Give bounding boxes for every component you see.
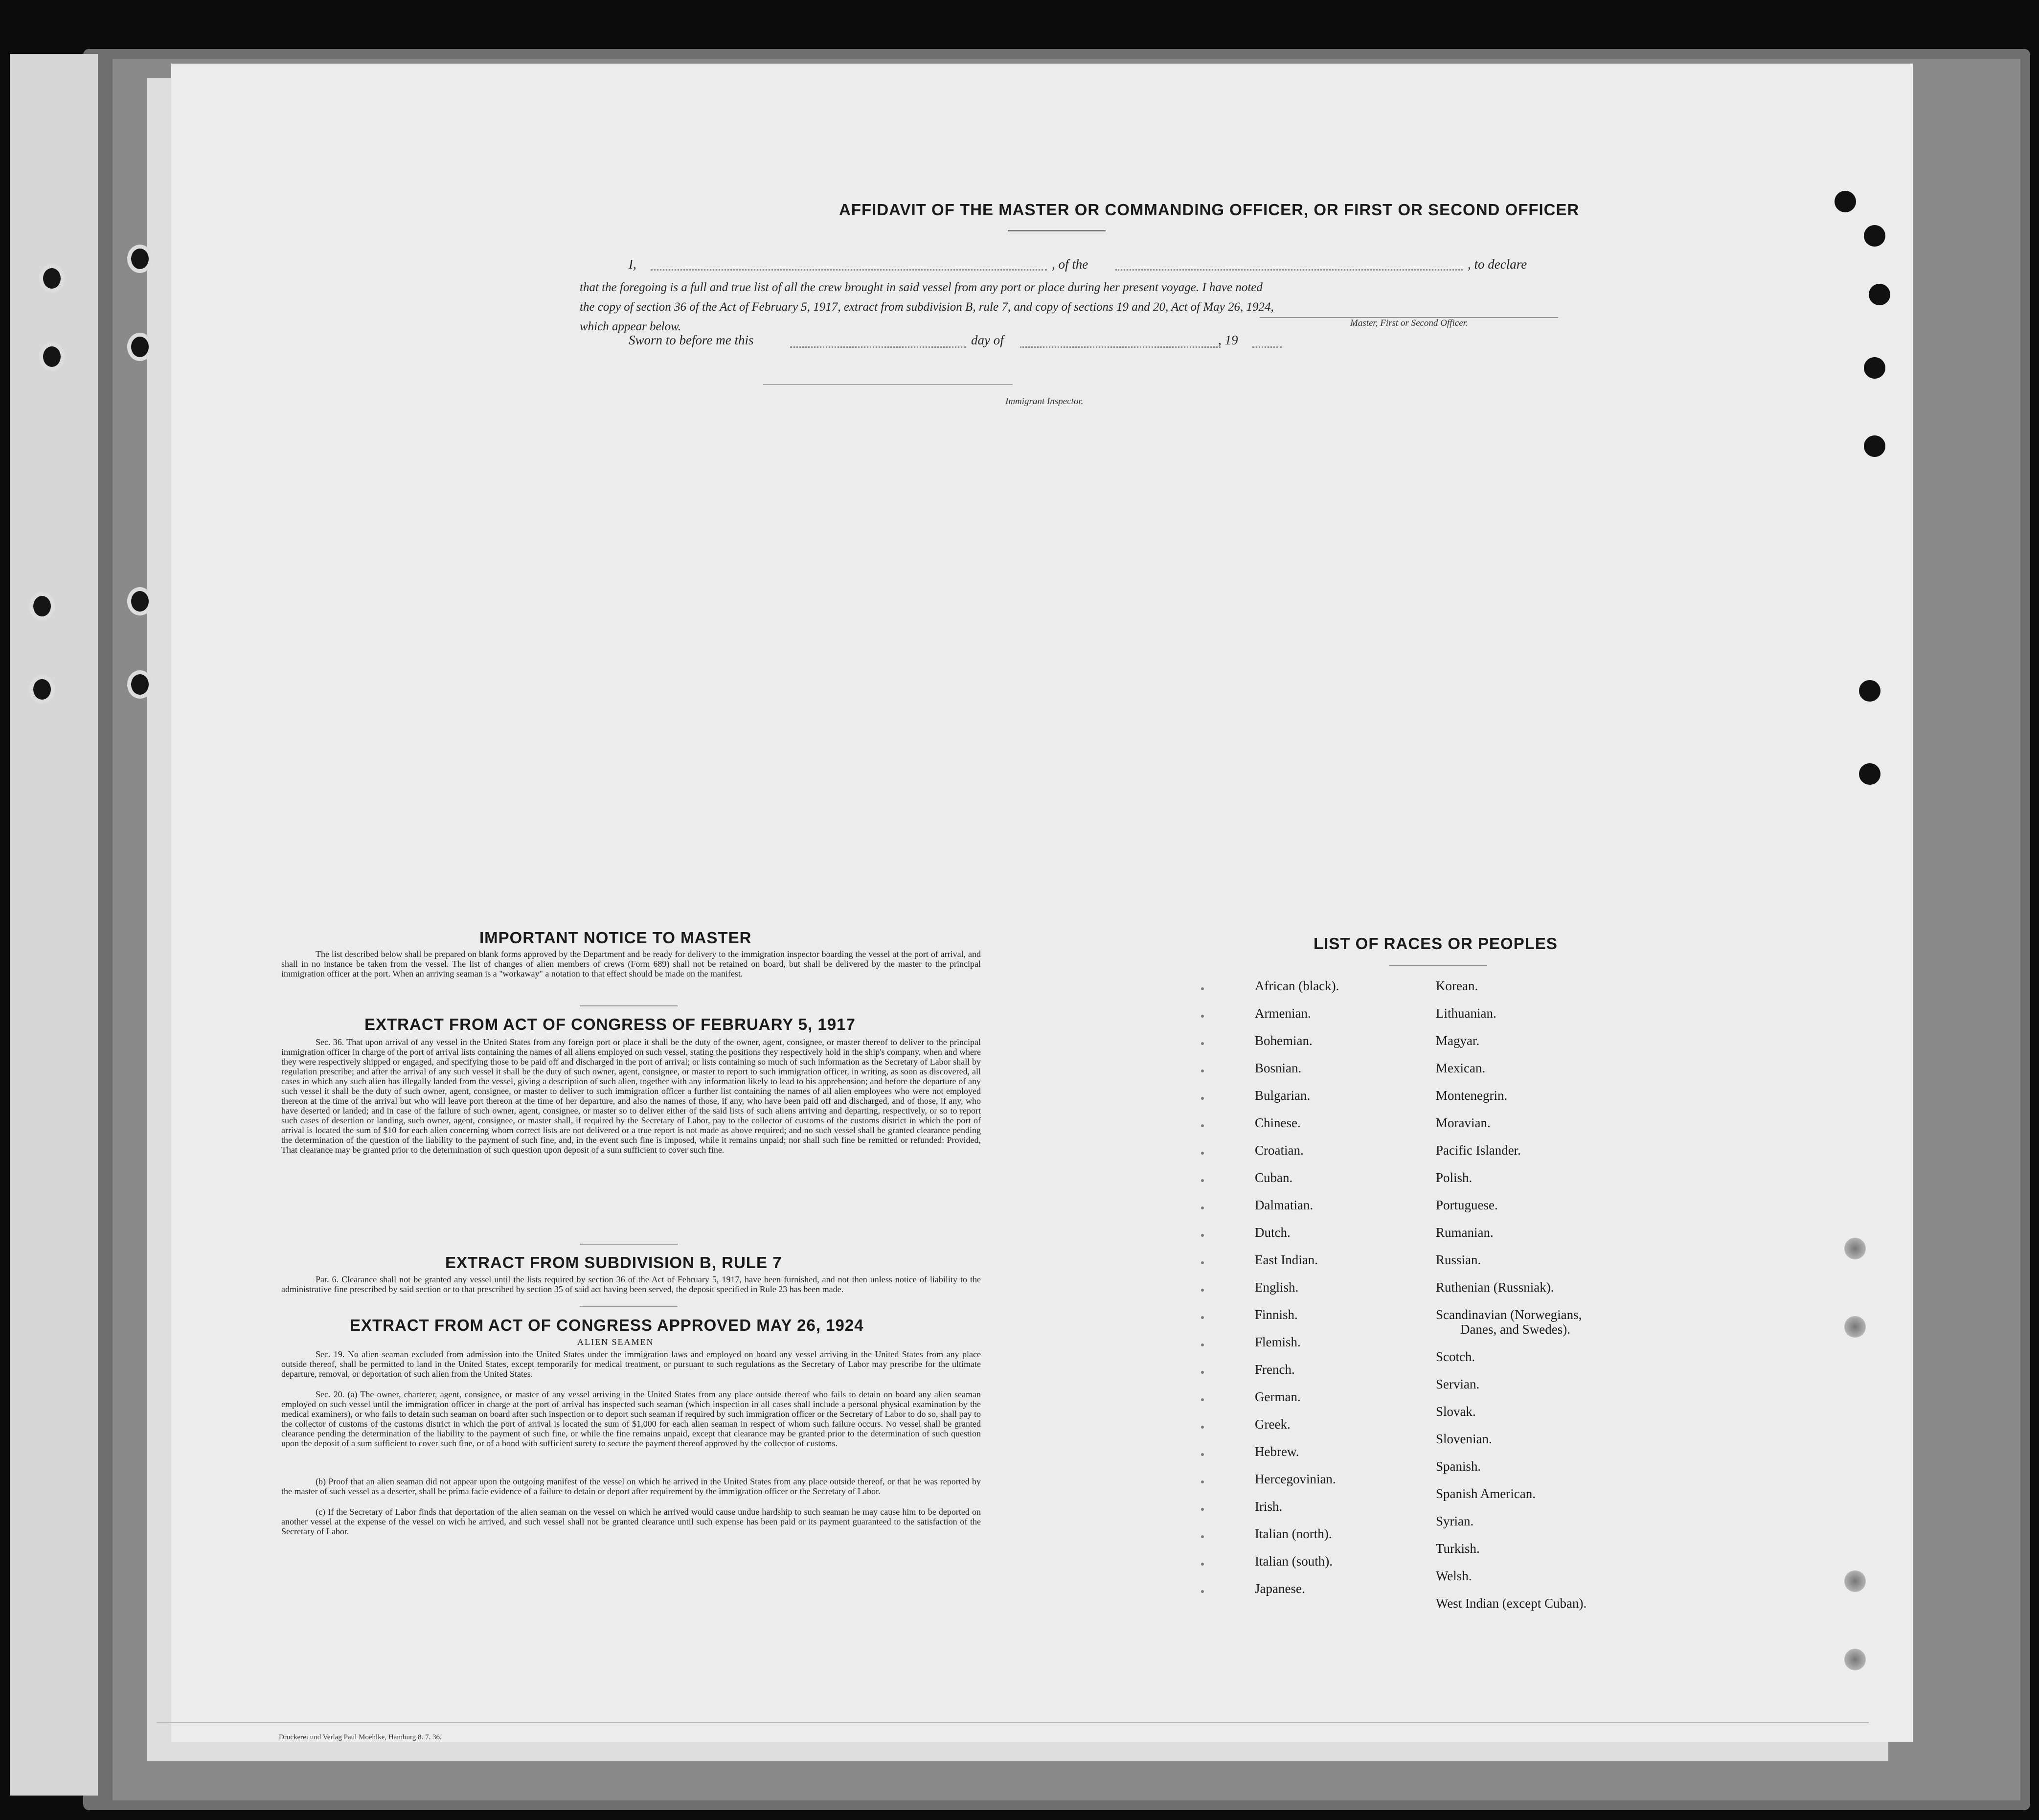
race-item: Scandinavian (Norwegians, <box>1436 1307 1582 1322</box>
punch-hole-icon <box>1869 284 1890 305</box>
day-of-label: day of <box>971 333 1004 347</box>
race-item: Bulgarian. <box>1255 1088 1311 1103</box>
race-item: Armenian. <box>1255 1006 1311 1021</box>
faint-stamp <box>1482 1629 1487 1645</box>
margin-mark <box>1201 1535 1204 1538</box>
race-item: Finnish. <box>1255 1307 1298 1322</box>
signature-caption: Master, First or Second Officer. <box>1350 318 1468 328</box>
race-item: Pacific Islander. <box>1436 1143 1521 1158</box>
punch-hole-icon <box>1859 680 1880 702</box>
subdivision-b-title: EXTRACT FROM SUBDIVISION B, RULE 7 <box>445 1253 782 1272</box>
punch-hole-icon <box>1864 357 1885 379</box>
race-item: African (black). <box>1255 978 1339 993</box>
margin-mark <box>1201 1563 1204 1566</box>
margin-mark <box>1201 1316 1204 1319</box>
margin-mark <box>1201 1371 1204 1374</box>
affidavit-title: AFFIDAVIT OF THE MASTER OR COMMANDING OFFICER, OR FIRST OR SECOND OFFICER <box>839 201 1580 219</box>
extract-1924-title: EXTRACT FROM ACT OF CONGRESS APPROVED MAY 26, 1924 <box>350 1316 864 1334</box>
section-rule <box>580 1306 678 1307</box>
affidavit-line-2: that the foregoing is a full and true list of all the crew brought in said vessel from any port or place during her present voyage. I have noted <box>580 281 1263 294</box>
notice-title: IMPORTANT NOTICE TO MASTER <box>479 929 752 947</box>
margin-mark <box>1201 1453 1204 1456</box>
binder-hole-icon <box>127 333 153 361</box>
punch-hole-icon <box>1844 1570 1866 1592</box>
affidavit-i-label: I, <box>629 257 636 272</box>
race-item: French. <box>1255 1362 1295 1377</box>
binder-hole-icon <box>127 670 153 699</box>
race-item: Scotch. <box>1436 1349 1475 1364</box>
affidavit-line-3: the copy of section 36 of the Act of February 5, 1917, extract from subdivision B, rule 7, and copy of sections 19 and 20, Act of May 26, 1924, <box>580 300 1274 314</box>
margin-mark <box>1201 1124 1204 1127</box>
margin-mark <box>1201 1508 1204 1511</box>
inspector-caption: Immigrant Inspector. <box>1005 396 1084 407</box>
race-item: Korean. <box>1436 978 1478 993</box>
extract-1917-body: Sec. 36. That upon arrival of any vessel in the United States from any foreign port or place it shall be the duty of the owner, agent, consignee, or master thereof to deliver to the principal immigration officer in charge of the port of arrival lists containing the names of all aliens employed on such vessel, stating the positions they respectively hold in the ship's company, when and where they were respectively shipped or engaged, and specifying those to be paid off and discharged in the port of arrival; or lists containing so much of such information as the Secretary of Labor shall by regulation prescribe; and after the arrival of any such vessel it shall be the duty of such owner, agent, consignee, or master to report to such immigration officer, in writing, as soon as discovered, all cases in which any such alien has illegally landed from the vessel, giving a description of such alien, together with any information likely to lead to his apprehension; and before the departure of any such vessel it shall be the duty of such owner, agent, consignee, or master to deliver to such immigration officer a further list containing the names of all alien employees who were not employed thereon at the time of the arrival but who will leave port thereon at the time of her departure, and also the names of those, if any, who have been paid off and discharged, and of those, if any, who have deserted or landed; and in case of the failure of such owner, agent, consignee, or master so to deliver either of the said lists of such aliens arriving and departing, respectively, or so to report such cases of desertion or landing, such owner, agent, consignee, or master shall, if required by the Secretary of Labor, pay to the collector of customs of the customs district in which the port of arrival is located the sum of $10 for each alien concerning whom correct lists are not delivered or a true report is not made as above required; and no such vessel shall be granted clearance pending the determination of the question of the liability to the payment of such fine, and, in the event such fine is imposed, while it remains unpaid; nor shall such fine be remitted or refunded: Provided, That clearance may be granted prior to the determination of such question upon deposit of a sum sufficient to cover such fine. <box>281 1037 981 1155</box>
race-item: Servian. <box>1436 1377 1480 1391</box>
races-title: LIST OF RACES OR PEOPLES <box>1314 934 1558 953</box>
punch-hole-icon <box>1844 1238 1866 1259</box>
sec-19-body: Sec. 19. No alien seaman excluded from admission into the United States under the immigration laws and employed on board any vessel arriving in the United States from any place outside thereof, shall be permitted to land in the United States, except temporarily for medical treatment, or pursuant to such regulations as the Secretary of Labor may prescribe for the ultimate departure, removal, or deportation of such alien from the United States. <box>281 1349 981 1379</box>
margin-mark <box>1201 1069 1204 1072</box>
race-item: English. <box>1255 1280 1299 1295</box>
left-paper-strip <box>10 54 98 1796</box>
binder-hole-icon <box>127 587 153 615</box>
sec-20c-body: (c) If the Secretary of Labor finds that deportation of the alien seaman on the vessel on which he arrived would cause undue hardship to such seaman he may cause him to be deported on another vessel at the expense of the vessel on wich he arrived, and such vessel shall not be granted clearance until such expense has been paid or its payment guaranteed to the satisfaction of the Secretary of Labor. <box>281 1507 981 1536</box>
affidavit-line-4: which appear below. <box>580 320 681 333</box>
race-item: Russian. <box>1436 1252 1481 1267</box>
race-item: Flemish. <box>1255 1335 1301 1349</box>
name-blank <box>651 269 1047 271</box>
race-item: Bosnian. <box>1255 1061 1302 1075</box>
subdivision-b-body: Par. 6. Clearance shall not be granted any vessel until the lists required by section 36 of the Act of February 5, 1917, have been furnished, and not then unless notice of liability to the administrative fine prescribed by said section or to that prescribed by section 35 of said act having been served, the deposit specified in Rule 23 has been made. <box>281 1274 981 1294</box>
year-label: , 19 <box>1218 333 1238 347</box>
race-item: Lithuanian. <box>1436 1006 1496 1021</box>
punch-hole-icon <box>1835 191 1856 212</box>
race-item: Montenegrin. <box>1436 1088 1508 1103</box>
title-rule <box>1008 230 1106 231</box>
affidavit-declare-label: , to declare <box>1468 257 1527 272</box>
margin-mark <box>1201 1015 1204 1018</box>
alien-seamen-subtitle: ALIEN SEAMEN <box>577 1337 654 1347</box>
race-item: Slovak. <box>1436 1404 1476 1419</box>
race-item: Hebrew. <box>1255 1444 1299 1459</box>
month-blank <box>1020 346 1221 348</box>
margin-mark <box>1201 1480 1204 1483</box>
race-item: West Indian (except Cuban). <box>1436 1596 1587 1611</box>
margin-mark <box>1201 1206 1204 1209</box>
race-item: Chinese. <box>1255 1115 1301 1130</box>
margin-mark <box>1201 1398 1204 1401</box>
race-item: Greek. <box>1255 1417 1291 1432</box>
race-item: Dalmatian. <box>1255 1198 1314 1212</box>
race-item: Italian (south). <box>1255 1554 1333 1569</box>
margin-mark <box>1201 987 1204 990</box>
race-item: Bohemian. <box>1255 1033 1313 1048</box>
margin-mark <box>1201 1179 1204 1182</box>
race-item: German. <box>1255 1389 1301 1404</box>
printer-imprint: Druckerei und Verlag Paul Moehlke, Hamburg 8. 7. 36. <box>279 1733 442 1741</box>
margin-mark <box>1201 1289 1204 1292</box>
margin-mark <box>1201 1261 1204 1264</box>
sec-20b-body: (b) Proof that an alien seaman did not appear upon the outgoing manifest of the vessel on which he arrived in the United States from any place outside thereof, or that he was reported by the master of such vessel as a deserter, shall be prima facie evidence of a failure to detain or deport after requirement by the immigration officer or the Secretary of Labor. <box>281 1477 981 1496</box>
binder-hole-icon <box>39 264 65 293</box>
race-item: Portuguese. <box>1436 1198 1498 1212</box>
race-item: Spanish American. <box>1436 1486 1536 1501</box>
margin-mark <box>1201 1097 1204 1100</box>
margin-mark <box>1201 1426 1204 1429</box>
race-item: Hercegovinian. <box>1255 1472 1336 1486</box>
punch-hole-icon <box>1844 1649 1866 1670</box>
punch-hole-icon <box>1859 763 1880 785</box>
race-item: Mexican. <box>1436 1061 1486 1075</box>
manifest-page <box>171 64 1913 1742</box>
punch-hole-icon <box>1864 225 1885 247</box>
affidavit-of-label: , of the <box>1052 257 1088 272</box>
race-item: Italian (north). <box>1255 1526 1332 1541</box>
race-item: Syrian. <box>1436 1514 1474 1528</box>
section-rule <box>580 1005 678 1006</box>
race-item: Spanish. <box>1436 1459 1481 1474</box>
race-item: Danes, and Swedes). <box>1460 1322 1570 1337</box>
race-item: Croatian. <box>1255 1143 1304 1158</box>
race-item: Polish. <box>1436 1170 1473 1185</box>
race-item: Irish. <box>1255 1499 1283 1514</box>
day-blank <box>790 346 966 348</box>
races-rule <box>1389 965 1487 966</box>
race-item: Moravian. <box>1436 1115 1491 1130</box>
margin-mark <box>1201 1590 1204 1593</box>
race-item: Magyar. <box>1436 1033 1480 1048</box>
binder-hole-icon <box>127 245 153 273</box>
binder-hole-icon <box>29 592 55 620</box>
race-item: Ruthenian (Russniak). <box>1436 1280 1554 1295</box>
margin-mark <box>1201 1152 1204 1155</box>
binder-hole-icon <box>39 342 65 371</box>
race-item: Japanese. <box>1255 1581 1305 1596</box>
extract-1917-title: EXTRACT FROM ACT OF CONGRESS OF FEBRUARY 5, 1917 <box>364 1015 856 1033</box>
section-rule <box>580 1244 678 1245</box>
year-blank <box>1252 346 1282 348</box>
sec-20a-body: Sec. 20. (a) The owner, charterer, agent, consignee, or master of any vessel arriving in the United States from any place outside thereof who fails to detain on board any alien seaman employed on such vessel until the immigration officer in charge at the port of arrival has inspected such seaman (which inspection in all cases shall include a personal physical examination by the medical examiners), or who fails to detain such seaman on board after such inspection or to deport such seaman if required by such immigration officer or the Secretary of Labor to do so, shall pay to the collector of customs of the customs district in which the port of arrival is located the sum of $1,000 for each alien seaman in respect of whom such failure occurs. No vessel shall be granted clearance pending the determination of the liability to the payment of such fine, or while the fine remains unpaid, except that clearance may be granted prior to the determination of such question upon the deposit of a sum sufficient to cover such fine, or of a bond with sufficient surety to secure the payment thereof approved by the collector of customs. <box>281 1389 981 1448</box>
race-item: Turkish. <box>1436 1541 1480 1556</box>
margin-mark <box>1201 1343 1204 1346</box>
race-item: Welsh. <box>1436 1569 1472 1583</box>
binder-hole-icon <box>29 675 55 704</box>
margin-mark <box>1201 1234 1204 1237</box>
race-item: Dutch. <box>1255 1225 1291 1240</box>
margin-mark <box>1201 1042 1204 1045</box>
vessel-blank <box>1115 269 1463 271</box>
race-item: East Indian. <box>1255 1252 1318 1267</box>
punch-hole-icon <box>1864 435 1885 457</box>
inspector-signature-line <box>763 384 1013 385</box>
race-item: Slovenian. <box>1436 1432 1492 1446</box>
notice-body: The list described below shall be prepared on blank forms approved by the Department and be ready for delivery to the immigration inspector boarding the vessel at the port of arrival, and shall in no instance be taken from the vessel. The list of changes of alien members of crews (Form 689) shall not be retained on board, but shall be delivered by the master to the principal immigration officer at the port. When an arriving seaman is a "workaway" a notation to that effect should be made on the manifest. <box>281 949 981 978</box>
punch-hole-icon <box>1844 1316 1866 1338</box>
page-bottom-edge <box>157 1722 1869 1723</box>
race-item: Cuban. <box>1255 1170 1293 1185</box>
race-item: Rumanian. <box>1436 1225 1494 1240</box>
sworn-label: Sworn to before me this <box>629 333 754 347</box>
